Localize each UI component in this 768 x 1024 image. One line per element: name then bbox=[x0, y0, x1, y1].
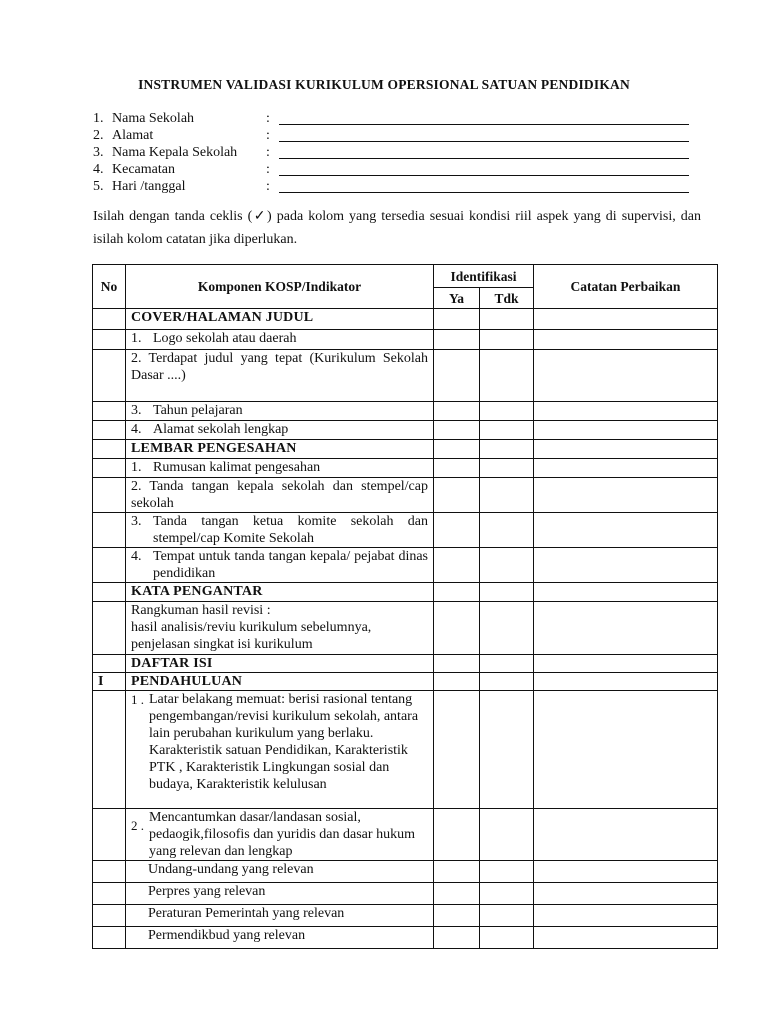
cell-no bbox=[93, 583, 126, 602]
table-row bbox=[93, 905, 718, 927]
cell-no bbox=[93, 927, 126, 949]
field-number: 4. bbox=[93, 162, 104, 177]
indicator-cell bbox=[126, 691, 434, 809]
field-label: Alamat bbox=[112, 128, 154, 143]
indicator-cell: Undang-undang yang relevan bbox=[126, 861, 434, 883]
catatan-cell[interactable] bbox=[534, 691, 718, 809]
field-blank-line[interactable] bbox=[279, 175, 689, 176]
field-hari-tanggal bbox=[93, 178, 693, 195]
field-colon: : bbox=[266, 128, 270, 143]
indicator-cell bbox=[126, 459, 434, 478]
field-blank-line[interactable] bbox=[279, 141, 689, 142]
check-ya[interactable] bbox=[434, 548, 480, 583]
header-catatan: Catatan Perbaikan bbox=[534, 265, 718, 309]
header-no: No bbox=[93, 265, 126, 309]
check-tdk[interactable] bbox=[480, 330, 534, 350]
item-number: 1 . bbox=[131, 692, 144, 707]
item-number: 2. bbox=[131, 479, 142, 494]
catatan-cell[interactable] bbox=[534, 421, 718, 440]
check-ya[interactable] bbox=[434, 513, 480, 548]
item-number: 1. bbox=[131, 460, 142, 475]
catatan-cell[interactable] bbox=[534, 513, 718, 548]
check-ya[interactable] bbox=[434, 602, 480, 655]
indicator-cell bbox=[126, 809, 434, 861]
table-row bbox=[93, 478, 718, 513]
table-row bbox=[93, 350, 718, 402]
check-ya[interactable] bbox=[434, 421, 480, 440]
check-tdk[interactable] bbox=[480, 402, 534, 421]
item-text: Rangkuman hasil revisi : bbox=[131, 603, 271, 618]
indicator-cell: Permendikbud yang relevan bbox=[126, 927, 434, 949]
check-ya[interactable] bbox=[434, 350, 480, 402]
field-alamat bbox=[93, 127, 693, 144]
item-text: Terdapat judul yang tepat (Kurikulum Sekolah Dasar ....) bbox=[131, 351, 428, 383]
cell-no: I bbox=[93, 673, 126, 691]
catatan-cell[interactable] bbox=[534, 548, 718, 583]
check-tdk[interactable] bbox=[480, 673, 534, 691]
field-label: Nama Sekolah bbox=[112, 111, 195, 126]
check-tdk[interactable] bbox=[480, 809, 534, 861]
cell-no bbox=[93, 905, 126, 927]
item-number: 1. bbox=[131, 331, 142, 346]
table-row bbox=[93, 883, 718, 905]
table-row bbox=[93, 691, 718, 809]
check-ya[interactable] bbox=[434, 905, 480, 927]
field-label: Nama Kepala Sekolah bbox=[112, 145, 238, 160]
check-ya[interactable] bbox=[434, 583, 480, 602]
check-ya[interactable] bbox=[434, 440, 480, 459]
cell-no bbox=[93, 655, 126, 673]
check-ya[interactable] bbox=[434, 478, 480, 513]
header-komponen: Komponen KOSP/Indikator bbox=[126, 265, 434, 309]
indicator-cell bbox=[126, 548, 434, 583]
section-title: COVER/HALAMAN JUDUL bbox=[126, 309, 434, 330]
item-text: Tanda tangan kepala sekolah dan stempel/cap sekolah bbox=[131, 479, 428, 511]
catatan-cell[interactable] bbox=[534, 478, 718, 513]
field-colon: : bbox=[266, 145, 270, 160]
header-ya: Ya bbox=[434, 288, 480, 309]
indicator-cell bbox=[126, 513, 434, 548]
field-blank-line[interactable] bbox=[279, 124, 689, 125]
check-tdk[interactable] bbox=[480, 440, 534, 459]
item-text: Mencantumkan dasar/landasan sosial, pedaogik,filosofis dan yuridis dan dasar hukum yang relevan dan lengkap bbox=[149, 810, 415, 859]
section-row bbox=[93, 440, 718, 459]
table-row bbox=[93, 330, 718, 350]
item-number: 3. bbox=[131, 403, 142, 418]
check-ya[interactable] bbox=[434, 459, 480, 478]
document-title: INSTRUMEN VALIDASI KURIKULUM OPERSIONAL SATUAN PENDIDIKAN bbox=[138, 77, 630, 92]
check-ya[interactable] bbox=[434, 927, 480, 949]
catatan-cell[interactable] bbox=[534, 440, 718, 459]
cell-no bbox=[93, 883, 126, 905]
catatan-cell[interactable] bbox=[534, 602, 718, 655]
indicator-cell: Perpres yang relevan bbox=[126, 883, 434, 905]
cell-no bbox=[93, 309, 126, 330]
table-row bbox=[93, 421, 718, 440]
field-nama-kepala-sekolah bbox=[93, 144, 693, 161]
check-ya[interactable] bbox=[434, 809, 480, 861]
check-tdk[interactable] bbox=[480, 459, 534, 478]
table-header-row bbox=[93, 265, 718, 288]
section-row bbox=[93, 309, 718, 330]
cell-no bbox=[93, 861, 126, 883]
field-number: 2. bbox=[93, 128, 104, 143]
field-number: 1. bbox=[93, 111, 104, 126]
check-ya[interactable] bbox=[434, 673, 480, 691]
check-tdk[interactable] bbox=[480, 513, 534, 548]
check-tdk[interactable] bbox=[480, 350, 534, 402]
field-nama-sekolah bbox=[93, 110, 693, 127]
table-row bbox=[93, 809, 718, 861]
check-tdk[interactable] bbox=[480, 309, 534, 330]
cell-no bbox=[93, 402, 126, 421]
field-number: 5. bbox=[93, 179, 104, 194]
table-row bbox=[93, 861, 718, 883]
cell-no bbox=[93, 440, 126, 459]
cell-no bbox=[93, 513, 126, 548]
item-number: 4. bbox=[131, 549, 142, 564]
table-row bbox=[93, 927, 718, 949]
check-ya[interactable] bbox=[434, 691, 480, 809]
check-ya[interactable] bbox=[434, 402, 480, 421]
table-row bbox=[93, 513, 718, 548]
catatan-cell[interactable] bbox=[534, 402, 718, 421]
check-ya[interactable] bbox=[434, 309, 480, 330]
catatan-cell[interactable] bbox=[534, 459, 718, 478]
item-text: Logo sekolah atau daerah bbox=[153, 331, 297, 346]
catatan-cell[interactable] bbox=[534, 350, 718, 402]
section-title: PENDAHULUAN bbox=[126, 673, 434, 691]
item-number: 4. bbox=[131, 422, 142, 437]
check-tdk[interactable] bbox=[480, 602, 534, 655]
item-text: Tanda tangan ketua komite sekolah dan stempel/cap Komite Sekolah bbox=[153, 514, 428, 546]
check-tdk[interactable] bbox=[480, 927, 534, 949]
catatan-cell[interactable] bbox=[534, 905, 718, 927]
field-kecamatan bbox=[93, 161, 693, 178]
item-number: 2. bbox=[131, 351, 142, 366]
item-number: 3. bbox=[131, 514, 142, 529]
table-row bbox=[93, 602, 718, 655]
catatan-cell[interactable] bbox=[534, 330, 718, 350]
section-title: KATA PENGANTAR bbox=[126, 583, 434, 602]
item-text: Tempat untuk tanda tangan kepala/ pejabat dinas pendidikan bbox=[153, 549, 428, 581]
instruction-paragraph: Isilah dengan tanda ceklis (✓) pada kolom yang tersedia sesuai kondisi riil aspek yang di supervisi, dan isilah kolom catatan jika diperlukan. bbox=[93, 209, 701, 247]
cell-no bbox=[93, 330, 126, 350]
field-blank-line[interactable] bbox=[279, 158, 689, 159]
cell-no bbox=[93, 478, 126, 513]
item-text: Alamat sekolah lengkap bbox=[153, 422, 289, 437]
check-tdk[interactable] bbox=[480, 478, 534, 513]
check-ya[interactable] bbox=[434, 883, 480, 905]
cell-no bbox=[93, 548, 126, 583]
check-tdk[interactable] bbox=[480, 905, 534, 927]
field-label: Hari /tanggal bbox=[112, 179, 186, 194]
table-row bbox=[93, 548, 718, 583]
item-text: Rumusan kalimat pengesahan bbox=[153, 460, 321, 475]
cell-no bbox=[93, 602, 126, 655]
section-row bbox=[93, 583, 718, 602]
header-tdk: Tdk bbox=[480, 288, 534, 309]
section-title: DAFTAR ISI bbox=[126, 655, 434, 673]
cell-no bbox=[93, 421, 126, 440]
check-tdk[interactable] bbox=[480, 421, 534, 440]
catatan-cell[interactable] bbox=[534, 809, 718, 861]
catatan-cell[interactable] bbox=[534, 927, 718, 949]
field-number: 3. bbox=[93, 145, 104, 160]
indicator-cell bbox=[126, 402, 434, 421]
item-text: hasil analisis/reviu kurikulum sebelumnya, bbox=[131, 620, 372, 635]
check-tdk[interactable] bbox=[480, 583, 534, 602]
check-tdk[interactable] bbox=[480, 883, 534, 905]
check-tdk[interactable] bbox=[480, 548, 534, 583]
cell-no bbox=[93, 459, 126, 478]
field-blank-line[interactable] bbox=[279, 192, 689, 193]
catatan-cell[interactable] bbox=[534, 861, 718, 883]
field-colon: : bbox=[266, 162, 270, 177]
item-text: Latar belakang memuat: berisi rasional tentang pengembangan/revisi kurikulum sekolah, antara lain perubahan kurikulum yang berlaku. Karakteristik satuan Pendidikan, Karakteristik PTK , Karakteristik Lingkungan sosial dan budaya, Karakteristik kelulusan bbox=[149, 692, 419, 792]
check-ya[interactable] bbox=[434, 330, 480, 350]
table-row bbox=[93, 402, 718, 421]
catatan-cell[interactable] bbox=[534, 673, 718, 691]
indicator-cell bbox=[126, 330, 434, 350]
section-row bbox=[93, 673, 718, 691]
check-ya[interactable] bbox=[434, 861, 480, 883]
indicator-cell: Peraturan Pemerintah yang relevan bbox=[126, 905, 434, 927]
header-identifikasi: Identifikasi bbox=[434, 265, 534, 288]
catatan-cell[interactable] bbox=[534, 309, 718, 330]
section-title: LEMBAR PENGESAHAN bbox=[126, 440, 434, 459]
check-tdk[interactable] bbox=[480, 861, 534, 883]
catatan-cell[interactable] bbox=[534, 583, 718, 602]
indicator-cell bbox=[126, 421, 434, 440]
field-colon: : bbox=[266, 179, 270, 194]
item-text: penjelasan singkat isi kurikulum bbox=[131, 637, 313, 652]
indicator-cell bbox=[126, 350, 434, 402]
section-row bbox=[93, 655, 718, 673]
validation-table bbox=[92, 264, 718, 949]
check-tdk[interactable] bbox=[480, 655, 534, 673]
school-info-fields bbox=[93, 110, 693, 195]
table-row bbox=[93, 459, 718, 478]
cell-no bbox=[93, 350, 126, 402]
catatan-cell[interactable] bbox=[534, 655, 718, 673]
field-label: Kecamatan bbox=[112, 162, 175, 177]
indicator-cell bbox=[126, 478, 434, 513]
indicator-cell bbox=[126, 602, 434, 655]
check-tdk[interactable] bbox=[480, 691, 534, 809]
cell-no bbox=[93, 691, 126, 809]
check-ya[interactable] bbox=[434, 655, 480, 673]
item-number: 2 . bbox=[131, 818, 144, 833]
item-text: Tahun pelajaran bbox=[153, 403, 243, 418]
field-colon: : bbox=[266, 111, 270, 126]
catatan-cell[interactable] bbox=[534, 883, 718, 905]
cell-no bbox=[93, 809, 126, 861]
